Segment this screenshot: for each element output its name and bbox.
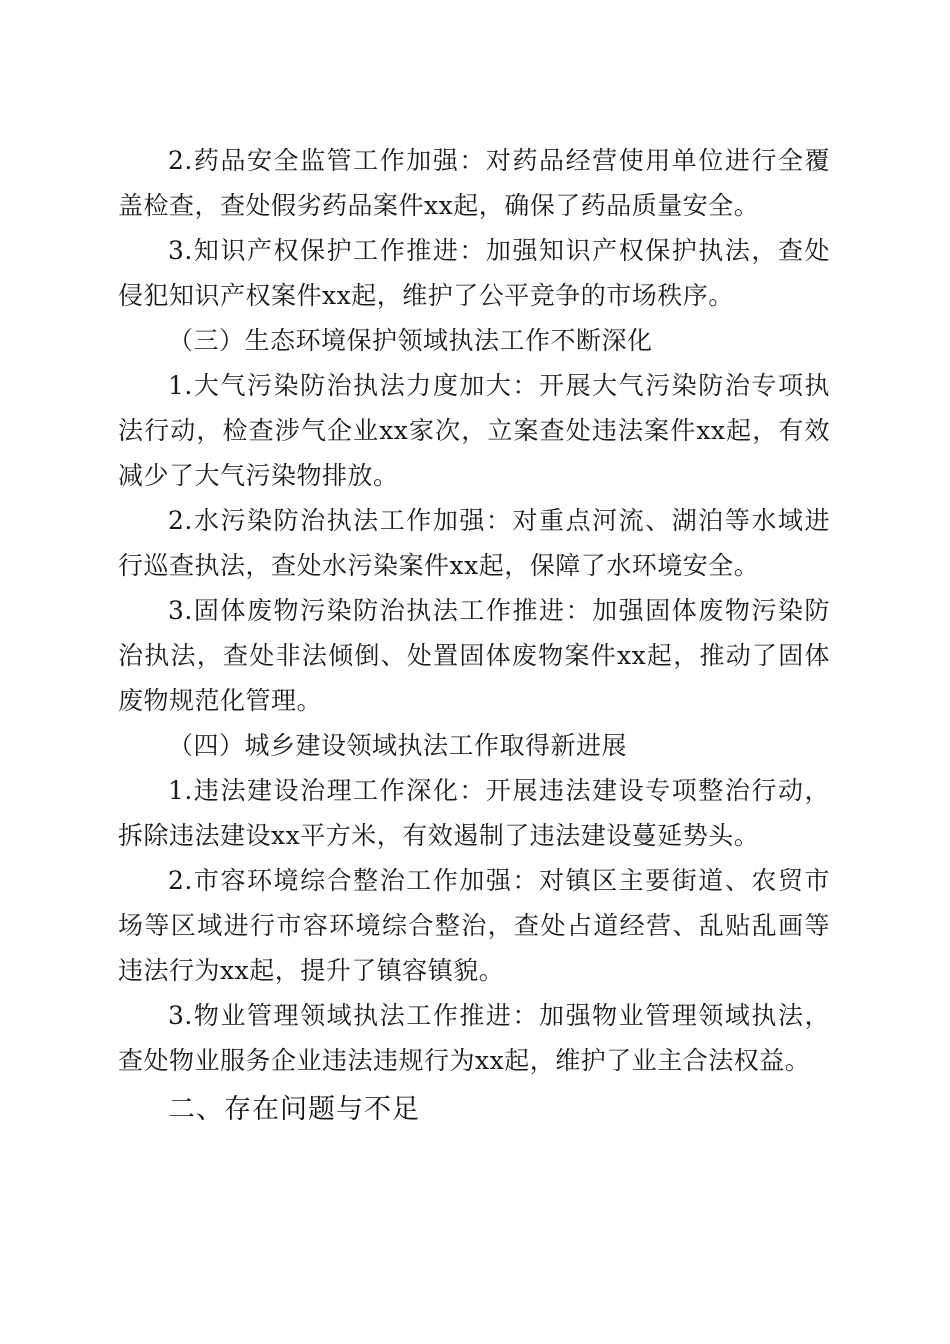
paragraph-illegal-construction: 1.违法建设治理工作深化：开展违法建设专项整治行动，拆除违法建设xx平方米，有效遏制了违法建设蔓延势头。: [118, 776, 830, 850]
subheading-urban-rural: （四）城乡建设领域执法工作取得新进展: [168, 731, 628, 760]
subheading-ecology: （三）生态环境保护领域执法工作不断深化: [168, 326, 653, 355]
paragraph-water-pollution: 2.水污染防治执法工作加强：对重点河流、湖泊等水域进行巡查执法，查处水污染案件xx起，保障了水环境安全。: [118, 506, 830, 580]
document-page: [118, 138, 830, 1135]
paragraph-city-appearance: 2.市容环境综合整治工作加强：对镇区主要街道、农贸市场等区域进行市容环境综合整治，查处占道经营、乱贴乱画等违法行为xx起，提升了镇容镇貌。: [118, 866, 830, 985]
paragraph-air-pollution: 1.大气污染防治执法力度加大：开展大气污染防治专项执法行动，检查涉气企业xx家次，立案查处违法案件xx起，有效减少了大气污染物排放。: [118, 371, 830, 490]
paragraph-drug-safety: 2.药品安全监管工作加强：对药品经营使用单位进行全覆盖检查，查处假劣药品案件xx起，确保了药品质量安全。: [118, 146, 830, 220]
paragraph-solid-waste: 3.固体废物污染防治执法工作推进：加强固体废物污染防治执法，查处非法倾倒、处置固体废物案件xx起，推动了固体废物规范化管理。: [118, 596, 830, 715]
section-heading-problems: 二、存在问题与不足: [168, 1094, 420, 1125]
paragraph-ip-protection: 3.知识产权保护工作推进：加强知识产权保护执法，查处侵犯知识产权案件xx起，维护了公平竞争的市场秩序。: [118, 236, 830, 310]
paragraph-property-management: 3.物业管理领域执法工作推进：加强物业管理领域执法，查处物业服务企业违法违规行为xx起，维护了业主合法权益。: [118, 1001, 830, 1075]
